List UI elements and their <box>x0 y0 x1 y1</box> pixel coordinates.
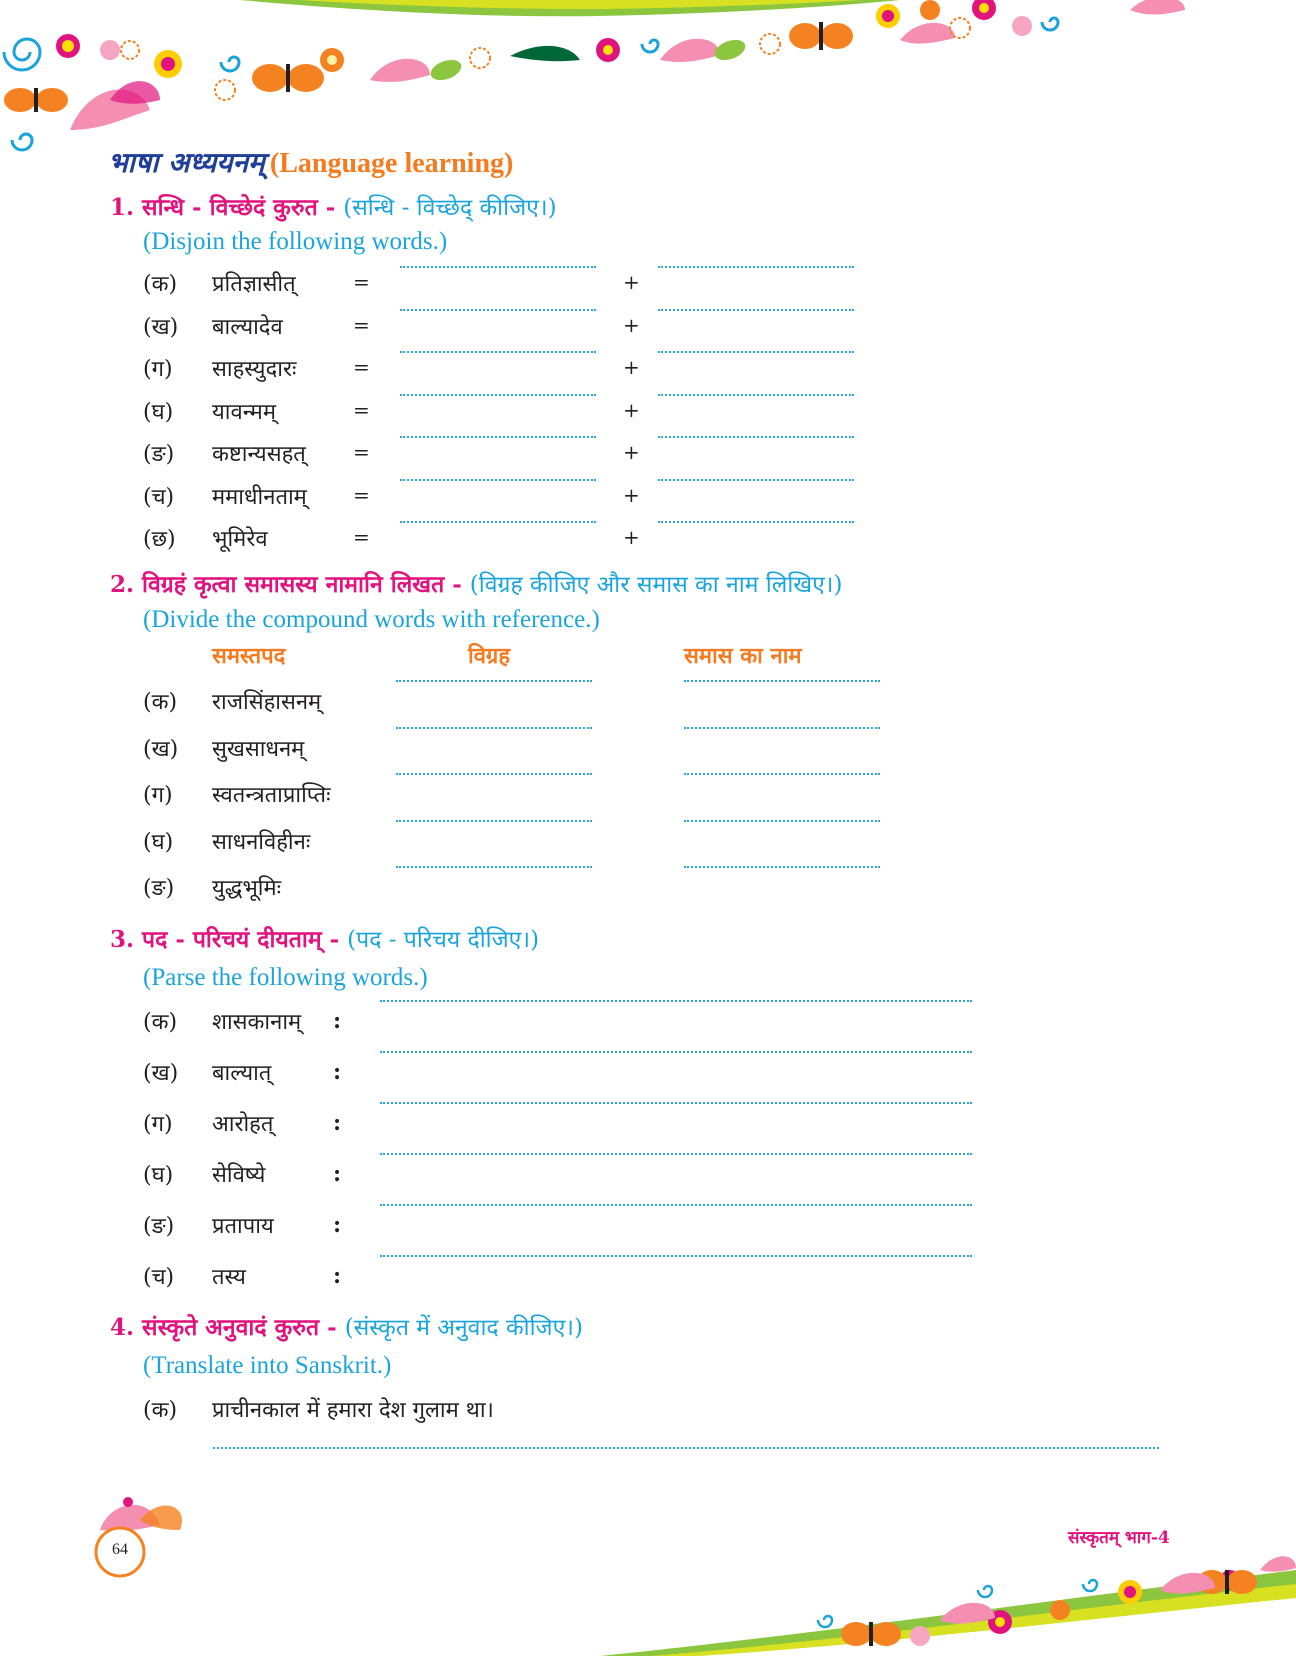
answer-line[interactable] <box>684 773 880 775</box>
item-label: (छ) <box>143 527 176 552</box>
equals-sign: = <box>353 355 370 379</box>
plus-sign: + <box>623 483 640 507</box>
compound-word: साधनविहीनः <box>212 830 311 855</box>
answer-line[interactable] <box>684 680 880 682</box>
item-label: (ग) <box>143 783 173 808</box>
item-label: (ख) <box>143 1061 179 1086</box>
item-label: (ग) <box>143 1112 173 1137</box>
plus-sign: + <box>623 440 640 464</box>
answer-line[interactable] <box>684 820 880 822</box>
top-decoration <box>0 0 1296 160</box>
answer-line[interactable] <box>400 436 596 438</box>
colon: : <box>333 1110 342 1136</box>
item-label: (ख) <box>143 315 179 340</box>
q4-heading <box>110 1310 583 1342</box>
parse-word: आरोहत् <box>212 1112 274 1137</box>
item-label: (ग) <box>143 357 173 382</box>
plus-sign: + <box>623 270 640 294</box>
answer-line[interactable] <box>658 266 854 268</box>
answer-line[interactable] <box>380 1051 972 1053</box>
item-label: (घ) <box>143 400 174 425</box>
plus-sign: + <box>623 525 640 549</box>
answer-line[interactable] <box>400 309 596 311</box>
equals-sign: = <box>353 270 370 294</box>
q2-col-compound: समस्तपद <box>212 643 286 669</box>
answer-line[interactable] <box>396 773 592 775</box>
parse-word: बाल्यात् <box>212 1061 272 1086</box>
parse-word: तस्य <box>212 1265 246 1290</box>
title-sanskrit: भाषा अध्ययनम् <box>108 146 265 179</box>
parse-word: शासकानाम् <box>212 1010 302 1035</box>
answer-line[interactable] <box>400 521 596 523</box>
q2-col-samasa-name: समास का नाम <box>684 643 802 669</box>
answer-line[interactable] <box>380 1102 972 1104</box>
q1-english: (Disjoin the following words.) <box>143 228 448 255</box>
sandhi-word: कष्टान्यसहत् <box>212 442 306 467</box>
answer-line[interactable] <box>684 866 880 868</box>
bottom-decoration <box>0 1540 1296 1656</box>
page-title <box>108 143 513 181</box>
q4-hindi: (संस्कृत में अनुवाद कीजिए।) <box>344 1315 583 1341</box>
answer-line[interactable] <box>658 351 854 353</box>
parse-word: प्रतापाय <box>212 1214 274 1239</box>
q1-sanskrit: सन्धि - विच्छेदं कुरुत - <box>142 194 336 221</box>
item-label: (घ) <box>143 1163 174 1188</box>
q2-hindi: (विग्रह कीजिए और समास का नाम लिखिए।) <box>469 572 843 598</box>
q3-heading <box>110 922 539 954</box>
sandhi-word: प्रतिज्ञासीत् <box>212 272 296 297</box>
q1-heading <box>110 190 557 222</box>
compound-word: स्वतन्त्रताप्राप्तिः <box>212 783 331 808</box>
plus-sign: + <box>623 398 640 422</box>
sandhi-word: बाल्यादेव <box>212 315 283 340</box>
q3-hindi: (पद - परिचय दीजिए।) <box>347 927 540 953</box>
item-label: (क) <box>143 272 178 297</box>
item-label: (च) <box>143 1265 175 1290</box>
answer-line[interactable] <box>396 866 592 868</box>
q2-heading <box>110 567 843 599</box>
item-label: (च) <box>143 485 175 510</box>
q1-number: 1. <box>110 194 135 221</box>
colon: : <box>333 1008 342 1034</box>
q3-english: (Parse the following words.) <box>143 964 428 991</box>
q1-hindi: (सन्धि - विच्छेद् कीजिए।) <box>343 195 557 221</box>
colon: : <box>333 1059 342 1085</box>
answer-line[interactable] <box>396 680 592 682</box>
answer-line[interactable] <box>658 479 854 481</box>
equals-sign: = <box>353 483 370 507</box>
q4-english: (Translate into Sanskrit.) <box>143 1352 392 1379</box>
answer-line[interactable] <box>396 820 592 822</box>
answer-line[interactable] <box>380 1000 972 1002</box>
parse-word: सेविष्ये <box>212 1163 266 1188</box>
answer-line[interactable] <box>400 479 596 481</box>
equals-sign: = <box>353 398 370 422</box>
plus-sign: + <box>623 355 640 379</box>
item-label: (ङ) <box>143 1214 175 1239</box>
q2-col-vigraha: विग्रह <box>468 643 511 669</box>
equals-sign: = <box>353 313 370 337</box>
item-label: (ङ) <box>143 442 175 467</box>
answer-line[interactable] <box>380 1153 972 1155</box>
answer-line[interactable] <box>213 1447 1159 1449</box>
answer-line[interactable] <box>380 1204 972 1206</box>
item-label: (क) <box>143 1010 178 1035</box>
plus-sign: + <box>623 313 640 337</box>
compound-word: युद्धभूमिः <box>212 876 282 901</box>
equals-sign: = <box>353 440 370 464</box>
book-name: संस्कृतम् भाग-4 <box>1068 1528 1170 1548</box>
answer-line[interactable] <box>396 727 592 729</box>
title-english: (Language learning) <box>269 148 514 179</box>
equals-sign: = <box>353 525 370 549</box>
page-number: 64 <box>112 1541 128 1558</box>
item-label: (ङ) <box>143 876 175 901</box>
colon: : <box>333 1212 342 1238</box>
answer-line[interactable] <box>684 727 880 729</box>
colon: : <box>333 1161 342 1187</box>
q4-sanskrit: संस्कृते अनुवादं कुरुत - <box>142 1314 337 1341</box>
answer-line[interactable] <box>658 309 854 311</box>
item-label: (ख) <box>143 737 179 762</box>
q3-number: 3. <box>110 926 135 953</box>
q3-sanskrit: पद - परिचयं दीयताम् - <box>142 926 340 953</box>
sandhi-word: भूमिरेव <box>212 527 268 552</box>
answer-line[interactable] <box>380 1255 972 1257</box>
q4-item-label: (क) <box>143 1398 178 1423</box>
answer-line[interactable] <box>400 351 596 353</box>
answer-line[interactable] <box>400 394 596 396</box>
q2-number: 2. <box>110 571 135 598</box>
compound-word: सुखसाधनम् <box>212 737 305 762</box>
q4-item-sentence: प्राचीनकाल में हमारा देश गुलाम था। <box>212 1398 494 1423</box>
answer-line[interactable] <box>658 521 854 523</box>
answer-line[interactable] <box>658 436 854 438</box>
item-label: (क) <box>143 690 178 715</box>
q2-english: (Divide the compound words with reference.) <box>143 606 600 633</box>
compound-word: राजसिंहासनम् <box>212 690 322 715</box>
answer-line[interactable] <box>400 266 596 268</box>
q4-number: 4. <box>110 1314 135 1341</box>
colon: : <box>333 1263 342 1289</box>
answer-line[interactable] <box>658 394 854 396</box>
sandhi-word: यावन्मम् <box>212 400 276 425</box>
q2-sanskrit: विग्रहं कृत्वा समासस्य नामानि लिखत - <box>142 571 462 598</box>
sandhi-word: साहस्युदारः <box>212 357 297 382</box>
item-label: (घ) <box>143 830 174 855</box>
sandhi-word: ममाधीनताम् <box>212 485 307 510</box>
